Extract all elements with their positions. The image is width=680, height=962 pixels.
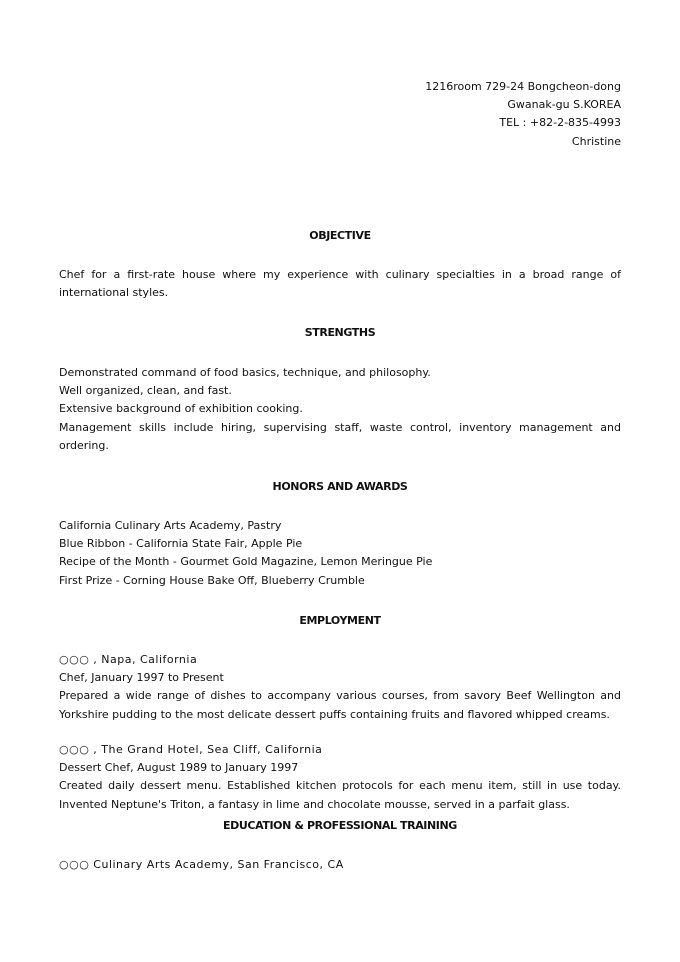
- list-item: Extensive background of exhibition cooking.: [59, 402, 303, 416]
- phone-line: TEL : +82-2-835-4993: [499, 116, 621, 130]
- employment-heading: EMPLOYMENT: [299, 614, 381, 627]
- strengths-list: [59, 364, 621, 455]
- job-title: Chef, January 1997 to Present: [59, 671, 224, 685]
- list-item: First Prize - Corning House Bake Off, Blueberry Crumble: [59, 573, 365, 587]
- list-item: California Culinary Arts Academy, Pastry: [59, 519, 282, 532]
- honors-heading: HONORS AND AWARDS: [272, 480, 408, 493]
- job-entry-2: [59, 741, 621, 814]
- list-item: Well organized, clean, and fast.: [59, 384, 232, 398]
- strengths-heading: STRENGTHS: [304, 326, 376, 339]
- contact-block: [425, 78, 621, 151]
- job-description: Prepared a wide range of dishes to accompany various courses, from savory Beef Wellington and Yorkshire pudding to the most delicate dessert puffs containing fruits and flavored whipped creams.: [59, 689, 621, 721]
- education-list: [59, 856, 621, 874]
- education-heading: EDUCATION & PROFESSIONAL TRAINING: [223, 819, 457, 832]
- list-item: Blue Ribbon - California State Fair, Apple Pie: [59, 537, 303, 551]
- list-item: Management skills include hiring, supervising staff, waste control, inventory management and ordering.: [59, 420, 621, 452]
- address-line-1: 1216room 729-24 Bongcheon-dong: [425, 80, 621, 93]
- job-description: Created daily dessert menu. Established kitchen protocols for each menu item, still in use today. Invented Neptune's Triton, a fantasy in lime and chocolate mousse, served in a parfait glass.: [59, 779, 621, 811]
- job-employer: ○○○ , The Grand Hotel, Sea Cliff, California: [59, 743, 323, 756]
- job-title: Dessert Chef, August 1989 to January 1997: [59, 761, 299, 775]
- list-item: Demonstrated command of food basics, technique, and philosophy.: [59, 366, 431, 379]
- honors-list: [59, 517, 621, 590]
- job-employer: ○○○ , Napa, California: [59, 653, 198, 666]
- objective-heading: OBJECTIVE: [309, 229, 371, 242]
- applicant-name: Christine: [571, 134, 621, 148]
- job-entry-1: [59, 651, 621, 724]
- list-item: Recipe of the Month - Gourmet Gold Magazine, Lemon Meringue Pie: [59, 555, 433, 569]
- objective-text: Chef for a first-rate house where my experience with culinary specialties in a broad range of international styles.: [59, 268, 621, 300]
- list-item: ○○○ Culinary Arts Academy, San Francisco, CA: [59, 858, 344, 871]
- address-line-2: Gwanak-gu S.KOREA: [507, 98, 621, 112]
